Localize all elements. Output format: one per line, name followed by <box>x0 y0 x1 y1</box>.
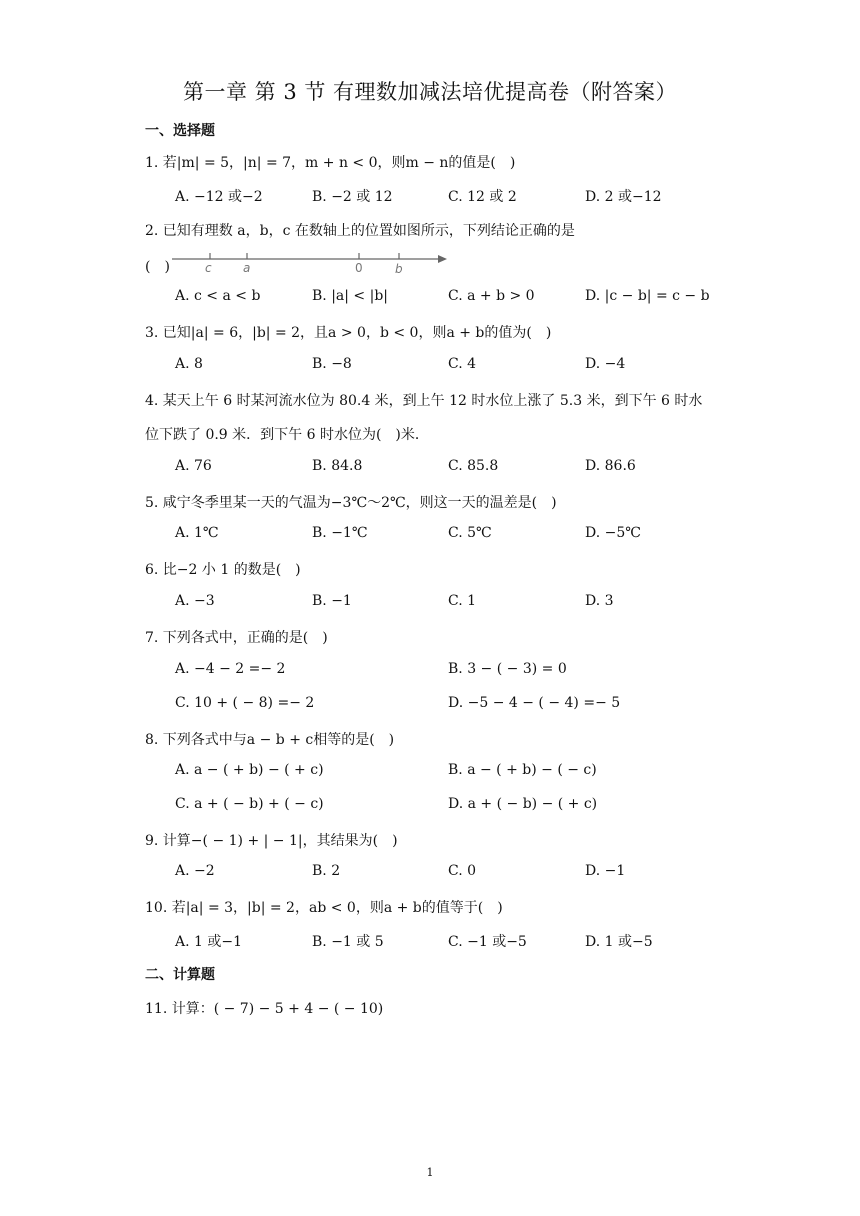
question-2-bracket: ( ) <box>145 259 170 275</box>
question-11: 11. 计算：( − 7) − 5 + 4 − ( − 10) <box>145 1001 384 1017</box>
q1-option-d: D. 2 或−12 <box>585 189 662 205</box>
q8-option-d: D. a + ( − b) − ( + c) <box>448 796 598 812</box>
q1-option-b: B. −2 或 12 <box>312 189 393 205</box>
section-heading-calculation: 二、计算题 <box>145 967 215 983</box>
q3-option-c: C. 4 <box>448 356 477 372</box>
question-6: 6. 比−2 小 1 的数是( ) <box>145 562 301 578</box>
question-9: 9. 计算−( − 1) + | − 1|，其结果为( ) <box>145 833 398 849</box>
q7-option-a: A. −4 − 2 =− 2 <box>175 661 286 677</box>
q6-option-b: B. −1 <box>312 593 352 609</box>
q8-option-c: C. a + ( − b) + ( − c) <box>175 796 324 812</box>
page-number: 1 <box>426 1166 434 1179</box>
q10-option-d: D. 1 或−5 <box>585 934 653 950</box>
q2-option-a: A. c < a < b <box>175 288 261 304</box>
question-10: 10. 若|a| = 3，|b| = 2，ab < 0，则a + b的值等于( ) <box>145 900 503 916</box>
question-1: 1. 若|m| = 5，|n| = 7，m + n < 0，则m − n的值是( ) <box>145 155 516 171</box>
q9-option-a: A. −2 <box>175 863 215 879</box>
q8-option-b: B. a − ( + b) − ( − c) <box>448 762 597 778</box>
q5-option-a: A. 1℃ <box>175 525 219 541</box>
q10-option-a: A. 1 或−1 <box>175 934 243 950</box>
section-heading-choice: 一、选择题 <box>145 123 215 139</box>
q5-option-d: D. −5℃ <box>585 525 641 541</box>
q5-option-b: B. −1℃ <box>312 525 368 541</box>
q9-option-c: C. 0 <box>448 863 477 879</box>
q3-option-b: B. −8 <box>312 356 352 372</box>
document-title: 第一章 第 3 节 有理数加减法培优提高卷（附答案） <box>182 80 678 104</box>
q7-option-d: D. −5 − 4 − ( − 4) =− 5 <box>448 695 621 711</box>
number-line-arrow <box>438 255 447 263</box>
q4-option-a: A. 76 <box>175 458 212 474</box>
q2-option-c: C. a + b > 0 <box>448 288 535 304</box>
label-zero: 0 <box>355 261 363 275</box>
q5-option-c: C. 5℃ <box>448 525 492 541</box>
question-4-line-2: 位下跌了 0.9 米．到下午 6 时水位为( )米． <box>145 427 429 443</box>
q4-option-d: D. 86.6 <box>585 458 636 474</box>
q1-option-c: C. 12 或 2 <box>448 189 517 205</box>
q7-option-c: C. 10 + ( − 8) =− 2 <box>175 695 315 711</box>
q4-option-c: C. 85.8 <box>448 458 499 474</box>
q7-option-b: B. 3 − ( − 3) = 0 <box>448 661 567 677</box>
q9-option-b: B. 2 <box>312 863 341 879</box>
q9-option-d: D. −1 <box>585 863 626 879</box>
q3-option-d: D. −4 <box>585 356 626 372</box>
q4-option-b: B. 84.8 <box>312 458 363 474</box>
question-5: 5. 咸宁冬季里某一天的气温为−3℃～2℃，则这一天的温差是( ) <box>145 495 557 511</box>
question-7: 7. 下列各式中，正确的是( ) <box>145 630 328 646</box>
question-8: 8. 下列各式中与a − b + c相等的是( ) <box>145 732 395 748</box>
q6-option-d: D. 3 <box>585 593 614 609</box>
q2-option-b: B. |a| < |b| <box>312 288 388 304</box>
q6-option-a: A. −3 <box>175 593 215 609</box>
question-2: 2. 已知有理数 a，b，c 在数轴上的位置如图所示，下列结论正确的是 <box>145 223 575 239</box>
q10-option-b: B. −1 或 5 <box>312 934 384 950</box>
q2-option-d: D. |c − b| = c − b <box>585 288 710 304</box>
label-a: a <box>243 261 251 275</box>
question-4: 4. 某天上午 6 时某河流水位为 80.4 米，到上午 12 时水位上涨了 5.3 米，到下午 6 时水 <box>145 393 703 409</box>
q8-option-a: A. a − ( + b) − ( + c) <box>175 762 324 778</box>
q6-option-c: C. 1 <box>448 593 477 609</box>
label-b: b <box>395 262 403 276</box>
question-3: 3. 已知|a| = 6，|b| = 2，且a > 0，b < 0，则a + b的值为( ) <box>145 325 552 341</box>
q10-option-c: C. −1 或−5 <box>448 934 527 950</box>
q3-option-a: A. 8 <box>175 356 203 372</box>
q1-option-a: A. −12 或−2 <box>175 189 263 205</box>
number-line-figure <box>172 250 447 276</box>
label-c: c <box>205 261 212 275</box>
